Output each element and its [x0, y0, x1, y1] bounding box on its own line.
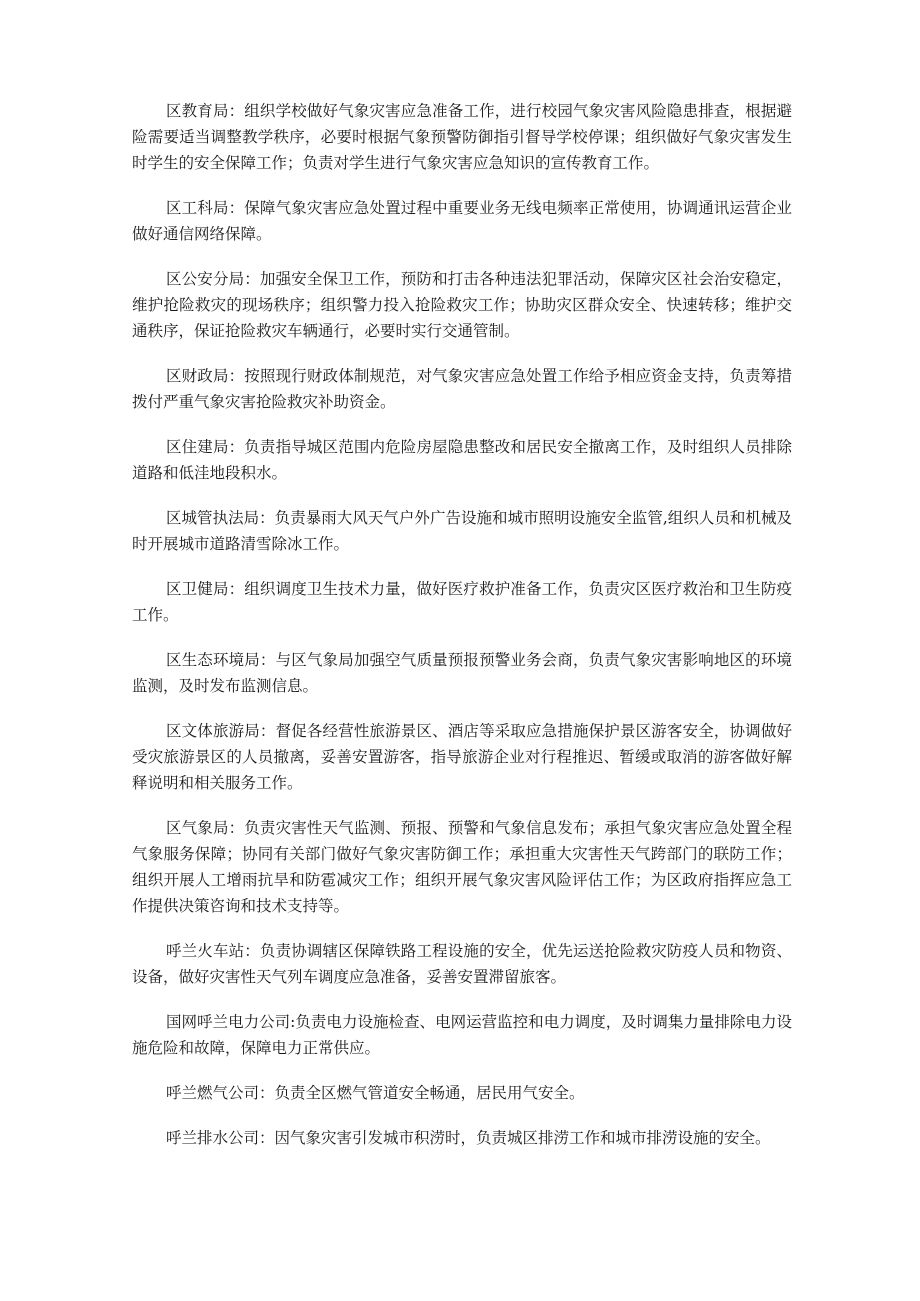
paragraph-meteorological-bureau: 区气象局：负责灾害性天气监测、预报、预警和气象信息发布；承担气象灾害应急处置全程气象服务保障；协同有关部门做好气象灾害防御工作；承担重大灾害性天气跨部门的联防工作；组织开展人工增雨抗旱和防雹减灾工作；组织开展气象灾害风险评估工作；为区政府指挥应急工作提供决策咨询和技术支持等。 — [132, 819, 792, 915]
paragraph-ecology-bureau: 区生态环境局：与区气象局加强空气质量预报预警业务会商，负责气象灾害影响地区的环境监测，及时发布监测信息。 — [132, 651, 792, 695]
paragraph-finance-bureau: 区财政局：按照现行财政体制规范，对气象灾害应急处置工作给予相应资金支持，负责筹措拨付严重气象灾害抢险救灾补助资金。 — [132, 367, 792, 411]
paragraph-industry-tech-bureau: 区工科局：保障气象灾害应急处置过程中重要业务无线电频率正常使用，协调通讯运营企业做好通信网络保障。 — [132, 199, 792, 243]
paragraph-education-bureau: 区教育局：组织学校做好气象灾害应急准备工作，进行校园气象灾害风险隐患排查，根据避险需要适当调整教学秩序，必要时根据气象预警防御指引督导学校停课；组织做好气象灾害发生时学生的安全保障工作；负责对学生进行气象灾害应急知识的宣传教育工作。 — [132, 102, 792, 172]
paragraph-railway-station: 呼兰火车站：负责协调辖区保障铁路工程设施的安全，优先运送抢险救灾防疫人员和物资、设备，做好灾害性天气列车调度应急准备，妥善安置滞留旅客。 — [132, 942, 792, 986]
paragraph-drainage-company: 呼兰排水公司：因气象灾害引发城市积涝时，负责城区排涝工作和城市排涝设施的安全。 — [166, 1129, 771, 1147]
paragraph-power-company: 国网呼兰电力公司:负责电力设施检查、电网运营监控和电力调度，及时调集力量排除电力设施危险和故障，保障电力正常供应。 — [132, 1013, 792, 1057]
paragraph-public-security-bureau: 区公安分局：加强安全保卫工作，预防和打击各种违法犯罪活动，保障灾区社会治安稳定，维护抢险救灾的现场秩序；组织警力投入抢险救灾工作；协助灾区群众安全、快速转移；维护交通秩序，保证抢险救灾车辆通行，必要时实行交通管制。 — [132, 270, 792, 340]
paragraph-culture-tourism-bureau: 区文体旅游局：督促各经营性旅游景区、酒店等采取应急措施保护景区游客安全，协调做好受灾旅游景区的人员撤离，妥善安置游客，指导旅游企业对行程推迟、暂缓或取消的游客做好解释说明和相关服务工作。 — [132, 722, 792, 792]
paragraph-health-bureau: 区卫健局：组织调度卫生技术力量，做好医疗救护准备工作，负责灾区医疗救治和卫生防疫工作。 — [132, 580, 792, 624]
paragraph-housing-bureau: 区住建局：负责指导城区范围内危险房屋隐患整改和居民安全撤离工作，及时组织人员排除道路和低洼地段积水。 — [132, 438, 792, 482]
paragraph-urban-management-bureau: 区城管执法局：负责暴雨大风天气户外广告设施和城市照明设施安全监管,组织人员和机械及时开展城市道路清雪除冰工作。 — [132, 509, 792, 553]
paragraph-gas-company: 呼兰燃气公司：负责全区燃气管道安全畅通，居民用气安全。 — [166, 1084, 585, 1102]
